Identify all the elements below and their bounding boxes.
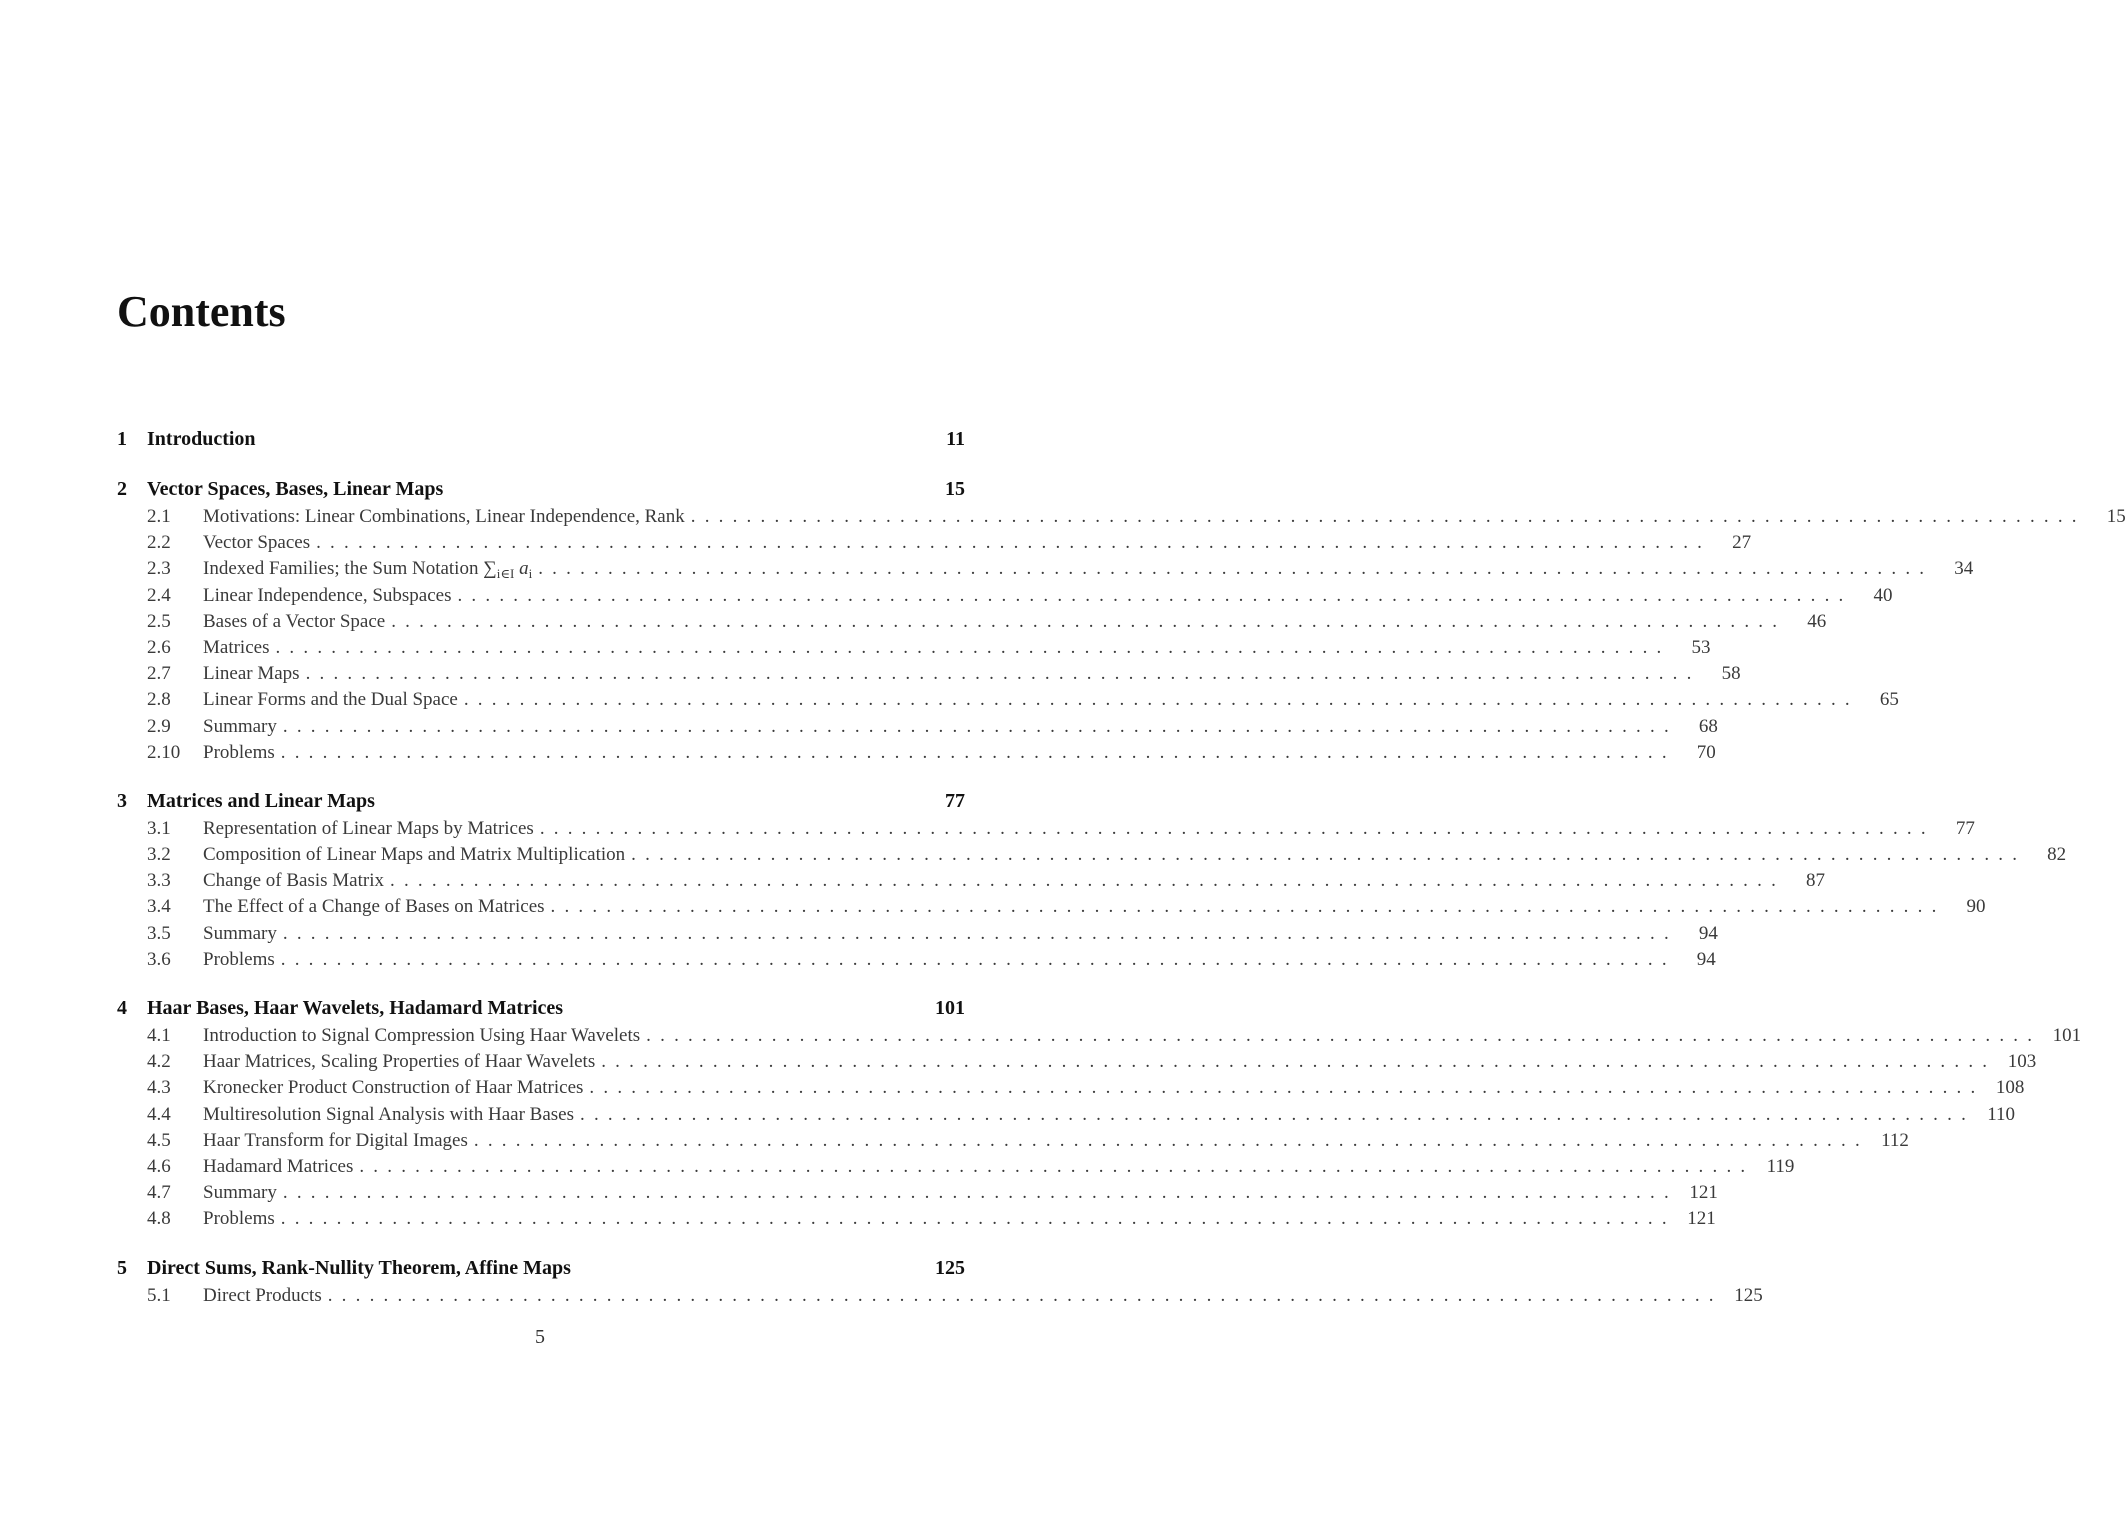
leader-dots: .................................................................................................... xyxy=(463,689,1859,711)
section-entry[interactable] xyxy=(117,740,1716,766)
leader-dots: .................................................................................................... xyxy=(550,896,1946,918)
section-page: 110 xyxy=(1987,1103,2016,1125)
section-number: 3.2 xyxy=(147,844,171,866)
section-page: 125 xyxy=(1734,1284,1763,1306)
section-number: 3.3 xyxy=(147,870,171,892)
section-entry[interactable] xyxy=(117,842,2067,868)
chapter-page: 101 xyxy=(935,997,965,1019)
page-title: Contents xyxy=(117,287,286,336)
section-page: 108 xyxy=(1995,1077,2025,1099)
chapter-page: 15 xyxy=(945,478,965,500)
section-page: 90 xyxy=(1966,896,1986,918)
section-entry[interactable] xyxy=(117,947,1716,973)
section-title: Motivations: Linear Combinations, Linear Independence, Rank xyxy=(203,506,685,527)
section-number: 4.4 xyxy=(147,1103,171,1125)
leader-dots: .................................................................................................... xyxy=(589,1077,1985,1099)
section-number: 3.5 xyxy=(147,922,171,944)
section-entry[interactable] xyxy=(117,1128,1909,1154)
section-number: 2.7 xyxy=(147,663,171,685)
section-number: 4.8 xyxy=(147,1208,171,1230)
section-entry[interactable] xyxy=(117,504,2126,530)
section-number: 4.5 xyxy=(147,1129,171,1151)
chapter-heading[interactable] xyxy=(117,786,965,816)
leader-dots: .................................................................................................... xyxy=(282,715,1678,737)
section-entry[interactable] xyxy=(117,583,1893,609)
section-page: 65 xyxy=(1879,689,1899,711)
section-page: 15 xyxy=(2106,506,2126,527)
chapter-heading[interactable] xyxy=(117,474,965,504)
section-title: Composition of Linear Maps and Matrix Multiplication xyxy=(203,844,626,866)
chapter-number: 1 xyxy=(117,428,127,450)
section-entry[interactable] xyxy=(117,714,1718,740)
section-title: Hadamard Matrices xyxy=(203,1155,354,1177)
section-number: 4.7 xyxy=(147,1182,171,1204)
sum-term: a xyxy=(514,558,529,580)
leader-dots: .................................................................................................... xyxy=(282,922,1678,944)
section-title: Kronecker Product Construction of Haar Matrices xyxy=(203,1077,584,1099)
section-number: 2.4 xyxy=(147,584,171,606)
chapter-1 xyxy=(117,424,965,454)
section-page: 94 xyxy=(1698,922,1718,944)
chapter-4 xyxy=(117,993,2082,1233)
section-title: The Effect of a Change of Bases on Matrices xyxy=(203,896,545,918)
section-entry[interactable] xyxy=(117,1283,1763,1309)
section-title: Problems xyxy=(203,1208,275,1230)
section-number: 5.1 xyxy=(147,1284,171,1306)
chapter-5 xyxy=(117,1253,1763,1309)
section-entry[interactable] xyxy=(117,1049,2037,1075)
chapter-number: 3 xyxy=(117,789,127,812)
chapter-heading[interactable] xyxy=(117,424,965,454)
section-number: 3.4 xyxy=(147,896,171,918)
section-entry[interactable] xyxy=(117,1206,1716,1232)
leader-dots: .................................................................................................... xyxy=(690,506,2086,527)
chapter-heading[interactable] xyxy=(117,1253,965,1283)
section-title: Direct Products xyxy=(203,1284,322,1306)
chapter-page: 77 xyxy=(945,789,965,812)
section-page: 121 xyxy=(1687,1208,1716,1230)
leader-dots: .................................................................................................... xyxy=(359,1155,1755,1177)
leader-dots: .................................................................................................... xyxy=(473,1129,1869,1151)
section-title: Representation of Linear Maps by Matrices xyxy=(203,817,534,839)
section-page: 77 xyxy=(1955,817,1975,839)
leader-dots: .................................................................................................... xyxy=(457,584,1853,606)
chapter-page: 125 xyxy=(935,1256,965,1279)
section-number: 4.3 xyxy=(147,1077,171,1099)
leader-dots: .................................................................................................... xyxy=(280,1208,1676,1230)
chapter-number: 4 xyxy=(117,997,127,1019)
chapter-heading[interactable] xyxy=(117,993,965,1023)
section-title: Multiresolution Signal Analysis with Haar Bases xyxy=(203,1103,575,1125)
section-title: Linear Forms and the Dual Space xyxy=(203,689,458,711)
section-page: 112 xyxy=(1881,1129,1909,1151)
section-entry[interactable] xyxy=(117,556,1974,582)
section-page: 119 xyxy=(1766,1155,1795,1177)
section-entry[interactable] xyxy=(117,921,1718,947)
section-number: 3.1 xyxy=(147,817,171,839)
section-entry[interactable] xyxy=(117,687,1899,713)
section-entry[interactable] xyxy=(117,635,1711,661)
section-number: 2.3 xyxy=(147,558,171,580)
section-page: 82 xyxy=(2047,844,2067,866)
chapter-number: 5 xyxy=(117,1256,127,1279)
section-entry[interactable] xyxy=(117,661,1741,687)
chapter-title: Matrices and Linear Maps xyxy=(147,789,375,812)
leader-dots: .................................................................................................... xyxy=(280,741,1676,763)
section-title: Problems xyxy=(203,741,275,763)
section-entry[interactable] xyxy=(117,1075,2025,1101)
leader-dots: .................................................................................................... xyxy=(390,870,1786,892)
chapter-title: Direct Sums, Rank-Nullity Theorem, Affine Maps xyxy=(147,1256,571,1279)
section-page: 103 xyxy=(2007,1051,2037,1073)
section-page: 58 xyxy=(1721,663,1741,685)
section-number: 2.8 xyxy=(147,689,171,711)
leader-dots: .................................................................................................... xyxy=(580,1103,1976,1125)
section-page: 46 xyxy=(1807,610,1827,632)
term-subscript: i xyxy=(528,566,533,582)
chapter-page: 11 xyxy=(946,428,965,450)
leader-dots: .................................................................................................... xyxy=(646,1025,2042,1046)
section-title: Matrices xyxy=(203,636,270,658)
leader-dots: .................................................................................................... xyxy=(327,1284,1723,1306)
leader-dots: .................................................................................................... xyxy=(631,844,2027,866)
section-title: Bases of a Vector Space xyxy=(203,610,386,632)
section-entry[interactable] xyxy=(117,530,1752,556)
chapter-3 xyxy=(117,786,2067,973)
section-page: 70 xyxy=(1696,741,1716,763)
section-page: 53 xyxy=(1691,636,1711,658)
section-title: Summary xyxy=(203,1182,277,1204)
section-page: 68 xyxy=(1698,715,1718,737)
section-entry[interactable] xyxy=(117,1023,2082,1049)
section-page: 121 xyxy=(1689,1182,1718,1204)
chapter-title: Haar Bases, Haar Wavelets, Hadamard Matrices xyxy=(147,997,564,1019)
section-number: 2.10 xyxy=(147,741,181,763)
leader-dots: .................................................................................................... xyxy=(391,610,1787,632)
chapter-title: Vector Spaces, Bases, Linear Maps xyxy=(147,478,444,500)
section-title-text: Indexed Families; the Sum Notation ∑ xyxy=(203,558,497,580)
section-page: 34 xyxy=(1954,558,1974,580)
section-entry[interactable] xyxy=(117,1102,2016,1128)
section-title: Problems xyxy=(203,948,275,970)
page-number: 5 xyxy=(535,1326,545,1348)
section-entry[interactable] xyxy=(117,609,1827,635)
section-number: 2.5 xyxy=(147,610,171,632)
section-number: 2.9 xyxy=(147,715,171,737)
section-title: Change of Basis Matrix xyxy=(203,870,385,892)
section-entry[interactable] xyxy=(117,1154,1795,1180)
section-title: Linear Maps xyxy=(203,663,300,685)
leader-dots: .................................................................................................... xyxy=(539,817,1935,839)
section-page: 87 xyxy=(1806,870,1826,892)
section-number: 4.1 xyxy=(147,1025,171,1046)
section-title: Haar Transform for Digital Images xyxy=(203,1129,468,1151)
table-of-contents xyxy=(117,424,2126,1329)
leader-dots: .................................................................................................... xyxy=(316,532,1712,554)
section-entry[interactable] xyxy=(117,1180,1718,1206)
section-number: 4.2 xyxy=(147,1051,171,1073)
section-title: Haar Matrices, Scaling Properties of Haar Wavelets xyxy=(203,1051,596,1073)
chapter-number: 2 xyxy=(117,478,127,500)
section-title: Summary xyxy=(203,922,277,944)
chapter-2 xyxy=(117,474,2126,766)
section-number: 2.2 xyxy=(147,532,171,554)
section-page: 27 xyxy=(1732,532,1752,554)
section-page: 101 xyxy=(2052,1025,2082,1046)
section-title: Summary xyxy=(203,715,277,737)
section-entry[interactable] xyxy=(117,816,1975,842)
section-page: 40 xyxy=(1873,584,1893,606)
section-entry[interactable] xyxy=(117,894,1986,920)
leader-dots: .................................................................................................... xyxy=(280,948,1676,970)
section-number: 3.6 xyxy=(147,948,171,970)
section-page: 94 xyxy=(1696,948,1716,970)
section-number: 2.6 xyxy=(147,636,171,658)
leader-dots: .................................................................................................... xyxy=(538,558,1934,580)
section-title: Introduction to Signal Compression Using Haar Wavelets xyxy=(203,1025,641,1046)
leader-dots: .................................................................................................... xyxy=(275,636,1671,658)
section-number: 2.1 xyxy=(147,506,171,527)
section-title: Vector Spaces xyxy=(203,532,311,554)
leader-dots: .................................................................................................... xyxy=(282,1182,1678,1204)
section-number: 4.6 xyxy=(147,1155,171,1177)
section-title: Linear Independence, Subspaces xyxy=(203,584,452,606)
section-entry[interactable] xyxy=(117,868,1826,894)
sum-subscript: i∈I xyxy=(496,566,515,582)
chapter-title: Introduction xyxy=(147,428,256,450)
leader-dots: .................................................................................................... xyxy=(601,1051,1997,1073)
leader-dots: .................................................................................................... xyxy=(305,663,1701,685)
